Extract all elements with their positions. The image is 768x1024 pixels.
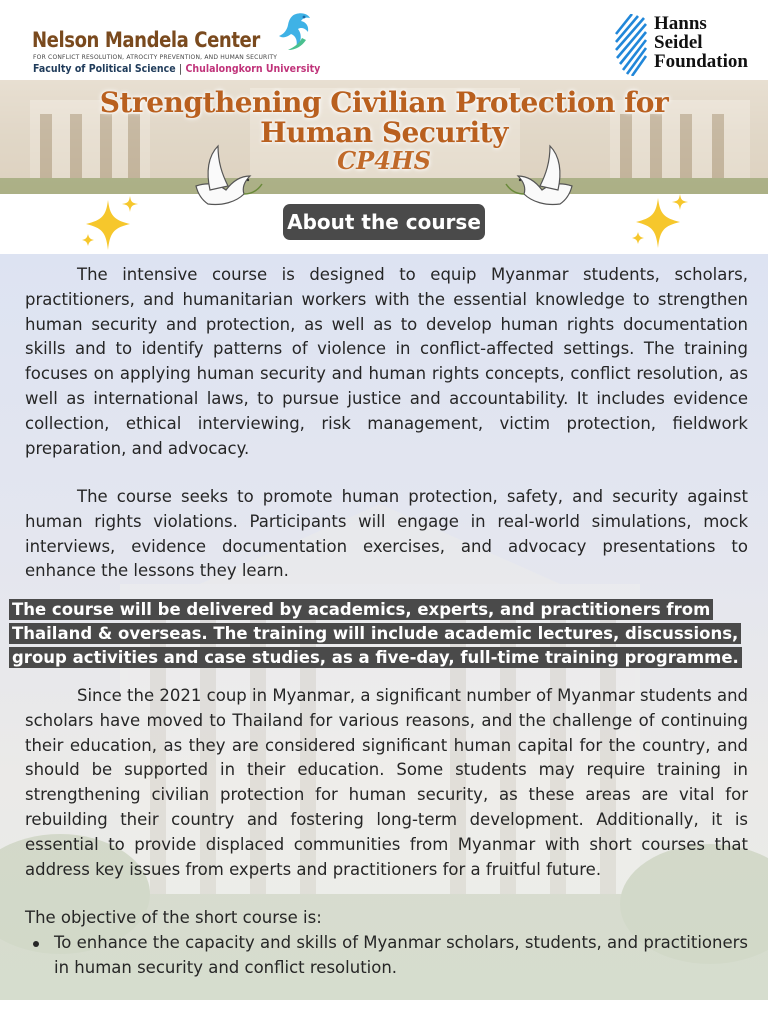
- affiliation-separator: |: [178, 63, 183, 75]
- nmc-name: Nelson Mandela Center: [32, 28, 260, 52]
- hsf-line-2: Seidel: [654, 32, 703, 53]
- course-acronym: CP4HS: [337, 146, 431, 175]
- paragraph-course-intro: [25, 263, 748, 461]
- hsf-stripes-icon: [614, 14, 648, 76]
- objective-list: [25, 931, 748, 981]
- nmc-tagline: FOR CONFLICT RESOLUTION, ATROCITY PREVENTION, AND HUMAN SECURITY: [33, 54, 278, 61]
- hanns-seidel-foundation-logo: [614, 14, 754, 76]
- paragraph-text: The course seeks to promote human protection, safety, and security against human rights violations. Participants will engage in real-world simulations, mock interviews, evidence documentation exercises, and advocacy presentations to enhance the lessons they learn.: [25, 487, 748, 581]
- course-title-line-1: Strengthening Civilian Protection for: [99, 86, 669, 119]
- paragraph-course-goals: [25, 485, 748, 584]
- hsf-line-1: Hanns: [654, 13, 707, 34]
- sparkle-left-icon: [74, 194, 144, 256]
- university-name: Chulalongkorn University: [185, 63, 321, 75]
- nelson-mandela-center-logo: [32, 12, 322, 76]
- about-the-course-label: About the course: [283, 204, 485, 240]
- dove-left-icon: [188, 142, 268, 214]
- highlight-text: The course will be delivered by academics, experts, and practitioners from Thailand & overseas. The training will include academic lectures, discussions, group activities and case studies, as a five-day, full-time training programme.: [9, 599, 742, 668]
- hsf-line-3: Foundation: [654, 51, 748, 72]
- course-title-line-2: Human Security: [260, 116, 508, 149]
- hsf-name: [654, 14, 748, 71]
- sparkle-right-icon: [624, 192, 694, 254]
- faculty-name: Faculty of Political Science: [33, 63, 176, 75]
- dove-right-icon: [500, 142, 580, 214]
- nmc-affiliation: [33, 63, 320, 75]
- paragraph-text: The intensive course is designed to equip Myanmar students, scholars, practitioners, and humanitarian workers with the essential knowledge to strengthen human security and protection, as well as to develop human rights documentation skills and to identify patterns of violence in conflict-affected settings. The training focuses on applying human security and human rights concepts, conflict resolution, as well as international laws, to pursue justice and accountability. It includes evidence collection, ethical interviewing, risk management, victim protection, fieldwork preparation, and advocacy.: [25, 265, 748, 458]
- objective-item: To enhance the capacity and skills of Myanmar scholars, students, and practitioners in human security and conflict resolution.: [25, 931, 748, 981]
- bird-icon: [276, 10, 316, 56]
- paragraph-text: Since the 2021 coup in Myanmar, a significant number of Myanmar students and scholars have moved to Thailand for various reasons, and the challenge of continuing their education, as they are considered significant human capital for the country, and should be supported in their education. Some students may require training in strengthening civilian protection for human security, as these areas are vital for rebuilding their country and fostering long-term development. Additionally, it is essential to provide displaced communities from Myanmar with short courses that address key issues from experts and practitioners for a fruitful future.: [25, 686, 748, 879]
- header: [0, 0, 768, 80]
- highlight-delivery-note: [9, 598, 757, 670]
- objective-heading: The objective of the short course is:: [25, 908, 322, 927]
- paragraph-background: [25, 684, 748, 882]
